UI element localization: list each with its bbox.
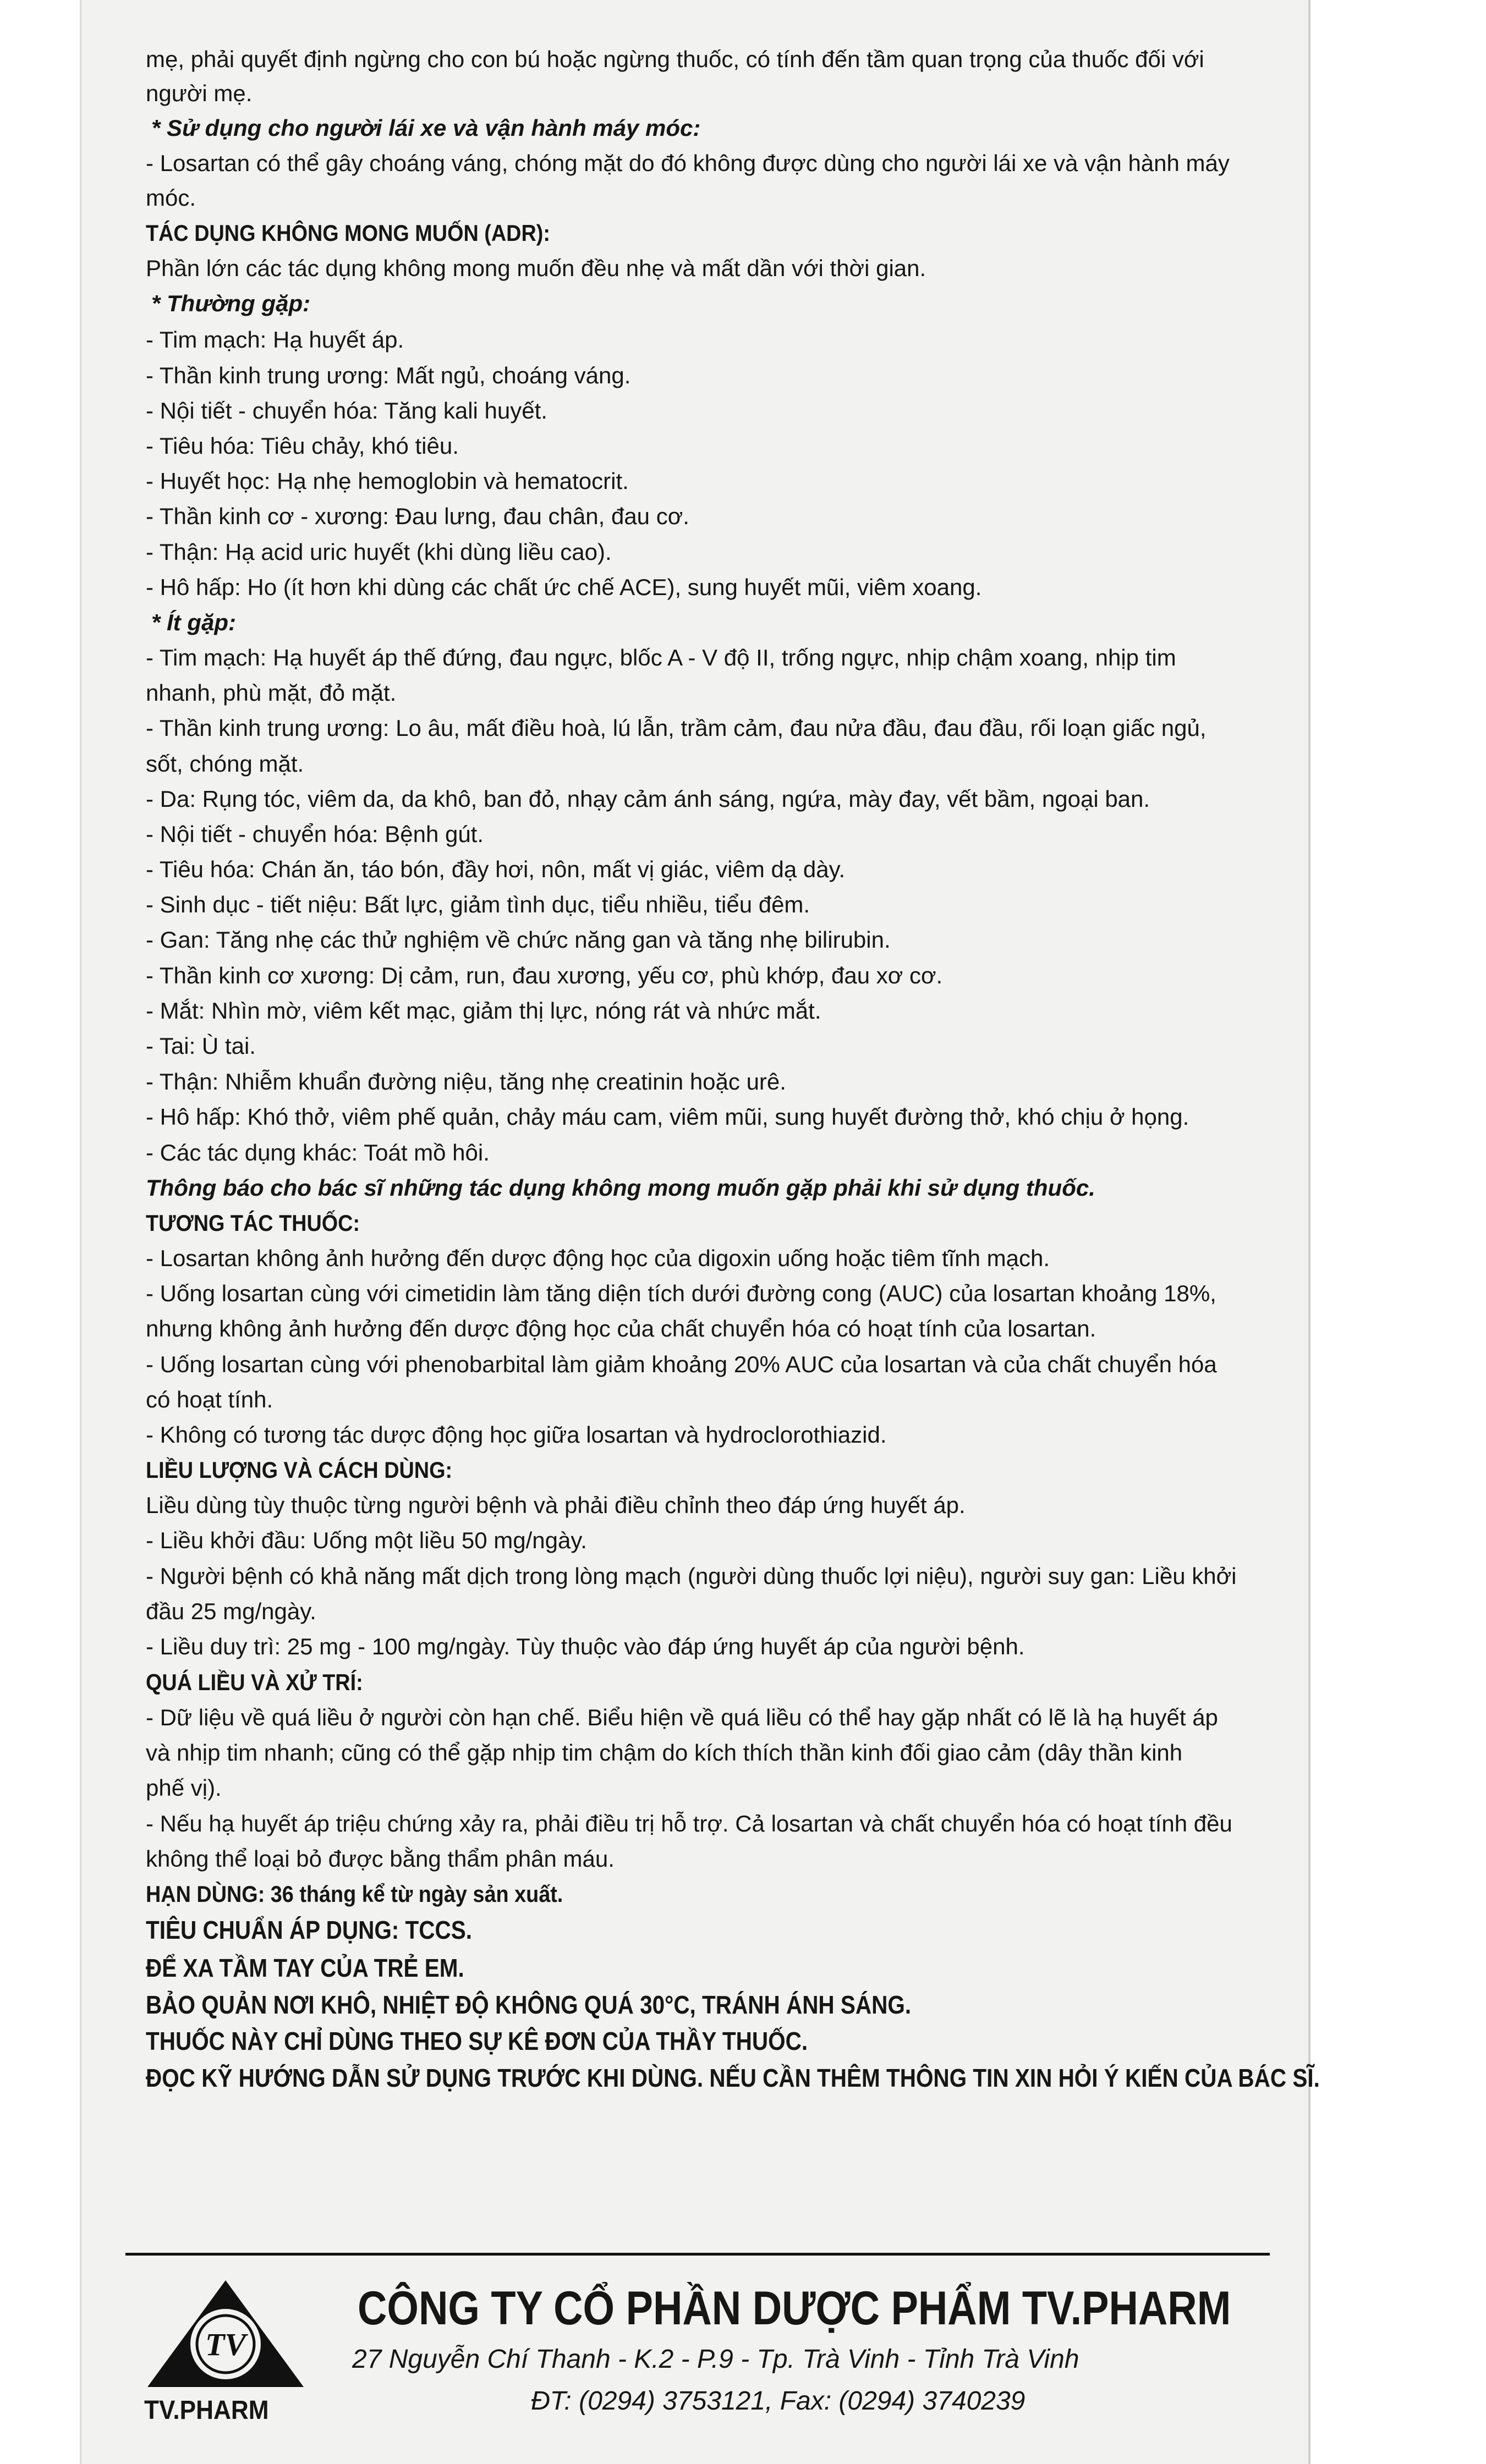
text-line: * Thường gặp:	[151, 290, 311, 316]
text-line: Liều dùng tùy thuộc từng người bệnh và phải điều chỉnh theo đáp ứng huyết áp.	[146, 1492, 966, 1518]
section-heading: QUÁ LIỀU VÀ XỬ TRÍ:	[146, 1669, 363, 1695]
text-line: phế vị).	[146, 1775, 222, 1801]
text-line: - Nếu hạ huyết áp triệu chứng xảy ra, phải điều trị hỗ trợ. Cả losartan và chất chuyển hóa có hoạt tính đều	[146, 1811, 1232, 1836]
text-line: Phần lớn các tác dụng không mong muốn đều nhẹ và mất dần với thời gian.	[146, 255, 926, 281]
text-line: - Dữ liệu về quá liều ở người còn hạn chế. Biểu hiện về quá liều có thể hay gặp nhất có lẽ là hạ huyết áp	[146, 1704, 1218, 1730]
section-heading: TƯƠNG TÁC THUỐC:	[146, 1210, 360, 1236]
text-line: - Hô hấp: Ho (ít hơn khi dùng các chất ức chế ACE), sung huyết mũi, viêm xoang.	[146, 574, 982, 600]
text-line: - Thần kinh trung ương: Lo âu, mất điều hoà, lú lẫn, trầm cảm, đau nửa đầu, đau đầu, rối loạn giấc ngủ,	[146, 715, 1207, 741]
text-line: Thông báo cho bác sĩ những tác dụng không mong muốn gặp phải khi sử dụng thuốc.	[146, 1175, 1095, 1201]
section-heading: HẠN DÙNG: 36 tháng kể từ ngày sản xuất.	[146, 1881, 563, 1907]
text-line: nhưng không ảnh hưởng đến dược động học của chất chuyển hóa có hoạt tính của losartan.	[146, 1316, 1096, 1341]
text-line: - Tim mạch: Hạ huyết áp thế đứng, đau ngực, blốc A - V độ II, trống ngực, nhịp chậm xoang, nhịp tim	[146, 645, 1176, 670]
footer-divider	[125, 2253, 1270, 2256]
section-heading: ĐỌC KỸ HƯỚNG DẪN SỬ DỤNG TRƯỚC KHI DÙNG. NẾU CẦN THÊM THÔNG TIN XIN HỎI Ý KIẾN CỦA BÁC SĨ.	[146, 2064, 1320, 2092]
text-line: và nhịp tim nhanh; cũng có thể gặp nhịp tim chậm do kích thích thần kinh đối giao cảm (dây thần kinh	[146, 1740, 1183, 1766]
text-line: - Uống losartan cùng với cimetidin làm tăng diện tích dưới đường cong (AUC) của losartan khoảng 18%,	[146, 1280, 1216, 1306]
company-address: 27 Nguyễn Chí Thanh - K.2 - P.9 - Tp. Trà Vinh - Tỉnh Trà Vinh	[352, 2345, 1079, 2374]
text-line: - Huyết học: Hạ nhẹ hemoglobin và hematocrit.	[146, 468, 629, 494]
text-line: - Da: Rụng tóc, viêm da, da khô, ban đỏ, nhạy cảm ánh sáng, ngứa, mày đay, vết bầm, ngoại ban.	[146, 786, 1150, 812]
text-line: - Tai: Ù tai.	[146, 1033, 256, 1059]
company-phone: ĐT: (0294) 3753121, Fax: (0294) 3740239	[531, 2386, 1026, 2416]
logo-text: TV.PHARM	[144, 2396, 269, 2425]
company-name: CÔNG TY CỔ PHẦN DƯỢC PHẨM TV.PHARM	[358, 2282, 1231, 2335]
text-line: - Các tác dụng khác: Toát mồ hôi.	[146, 1140, 490, 1165]
text-line: * Ít gặp:	[151, 609, 236, 635]
logo-mark: TV	[205, 2326, 246, 2362]
text-line: - Tiêu hóa: Tiêu chảy, khó tiêu.	[146, 433, 459, 459]
text-line: - Thần kinh trung ương: Mất ngủ, choáng váng.	[146, 362, 631, 388]
text-line: - Không có tương tác dược động học giữa losartan và hydroclorothiazid.	[146, 1422, 887, 1448]
text-line: - Losartan có thể gây choáng váng, chóng mặt do đó không được dùng cho người lái xe và vận hành máy	[146, 150, 1230, 176]
text-line: - Người bệnh có khả năng mất dịch trong lòng mạch (người dùng thuốc lợi niệu), người suy gan: Liều khởi	[146, 1563, 1237, 1589]
text-line: mẹ, phải quyết định ngừng cho con bú hoặc ngừng thuốc, có tính đến tầm quan trọng của thuốc đối với	[146, 46, 1204, 72]
section-heading: BẢO QUẢN NƠI KHÔ, NHIỆT ĐỘ KHÔNG QUÁ 30°C, TRÁNH ÁNH SÁNG.	[146, 1990, 912, 2019]
text-line: - Nội tiết - chuyển hóa: Tăng kali huyết.	[146, 398, 547, 424]
section-heading: TIÊU CHUẨN ÁP DỤNG: TCCS.	[146, 1916, 472, 1944]
section-heading: TÁC DỤNG KHÔNG MONG MUỐN (ADR):	[146, 220, 550, 246]
text-line: - Thận: Nhiễm khuẩn đường niệu, tăng nhẹ creatinin hoặc urê.	[146, 1069, 786, 1094]
text-line: sốt, chóng mặt.	[146, 751, 304, 777]
text-line: người mẹ.	[146, 80, 253, 106]
text-line: - Tiêu hóa: Chán ăn, táo bón, đầy hơi, nôn, mất vị giác, viêm dạ dày.	[146, 856, 846, 882]
section-heading: LIỀU LƯỢNG VÀ CÁCH DÙNG:	[146, 1457, 453, 1483]
tv-pharm-logo-icon	[143, 2277, 308, 2390]
text-line: - Thần kinh cơ - xương: Đau lưng, đau chân, đau cơ.	[146, 503, 689, 529]
text-line: - Nội tiết - chuyển hóa: Bệnh gút.	[146, 821, 484, 847]
text-line: không thể loại bỏ được bằng thẩm phân máu.	[146, 1846, 615, 1872]
text-line: - Tim mạch: Hạ huyết áp.	[146, 327, 404, 353]
text-line: đầu 25 mg/ngày.	[146, 1598, 316, 1624]
text-line: nhanh, phù mặt, đỏ mặt.	[146, 680, 397, 706]
text-line: - Uống losartan cùng với phenobarbital làm giảm khoảng 20% AUC của losartan và của chất chuyển hóa	[146, 1351, 1217, 1377]
text-line: - Gan: Tăng nhẹ các thử nghiệm về chức năng gan và tăng nhẹ bilirubin.	[146, 927, 891, 953]
text-line: - Thận: Hạ acid uric huyết (khi dùng liều cao).	[146, 539, 612, 565]
text-line: - Hô hấp: Khó thở, viêm phế quản, chảy máu cam, viêm mũi, sung huyết đường thở, khó chịu ở họng.	[146, 1104, 1189, 1130]
text-line: - Mắt: Nhìn mờ, viêm kết mạc, giảm thị lực, nóng rát và nhức mắt.	[146, 998, 821, 1024]
text-line: có hoạt tính.	[146, 1387, 273, 1412]
text-line: móc.	[146, 185, 196, 211]
text-line: * Sử dụng cho người lái xe và vận hành máy móc:	[151, 115, 701, 141]
section-heading: THUỐC NÀY CHỈ DÙNG THEO SỰ KÊ ĐƠN CỦA THẦY THUỐC.	[146, 2027, 808, 2055]
text-line: - Liều duy trì: 25 mg - 100 mg/ngày. Tùy thuộc vào đáp ứng huyết áp của người bệnh.	[146, 1634, 1025, 1659]
text-line: - Losartan không ảnh hưởng đến dược động học của digoxin uống hoặc tiêm tĩnh mạch.	[146, 1245, 1050, 1271]
section-heading: ĐỂ XA TẦM TAY CỦA TRẺ EM.	[146, 1954, 464, 1982]
text-line: - Liều khởi đầu: Uống một liều 50 mg/ngày.	[146, 1527, 587, 1553]
text-line: - Thần kinh cơ xương: Dị cảm, run, đau xương, yếu cơ, phù khớp, đau xơ cơ.	[146, 963, 943, 988]
text-line: - Sinh dục - tiết niệu: Bất lực, giảm tình dục, tiểu nhiều, tiểu đêm.	[146, 892, 810, 917]
